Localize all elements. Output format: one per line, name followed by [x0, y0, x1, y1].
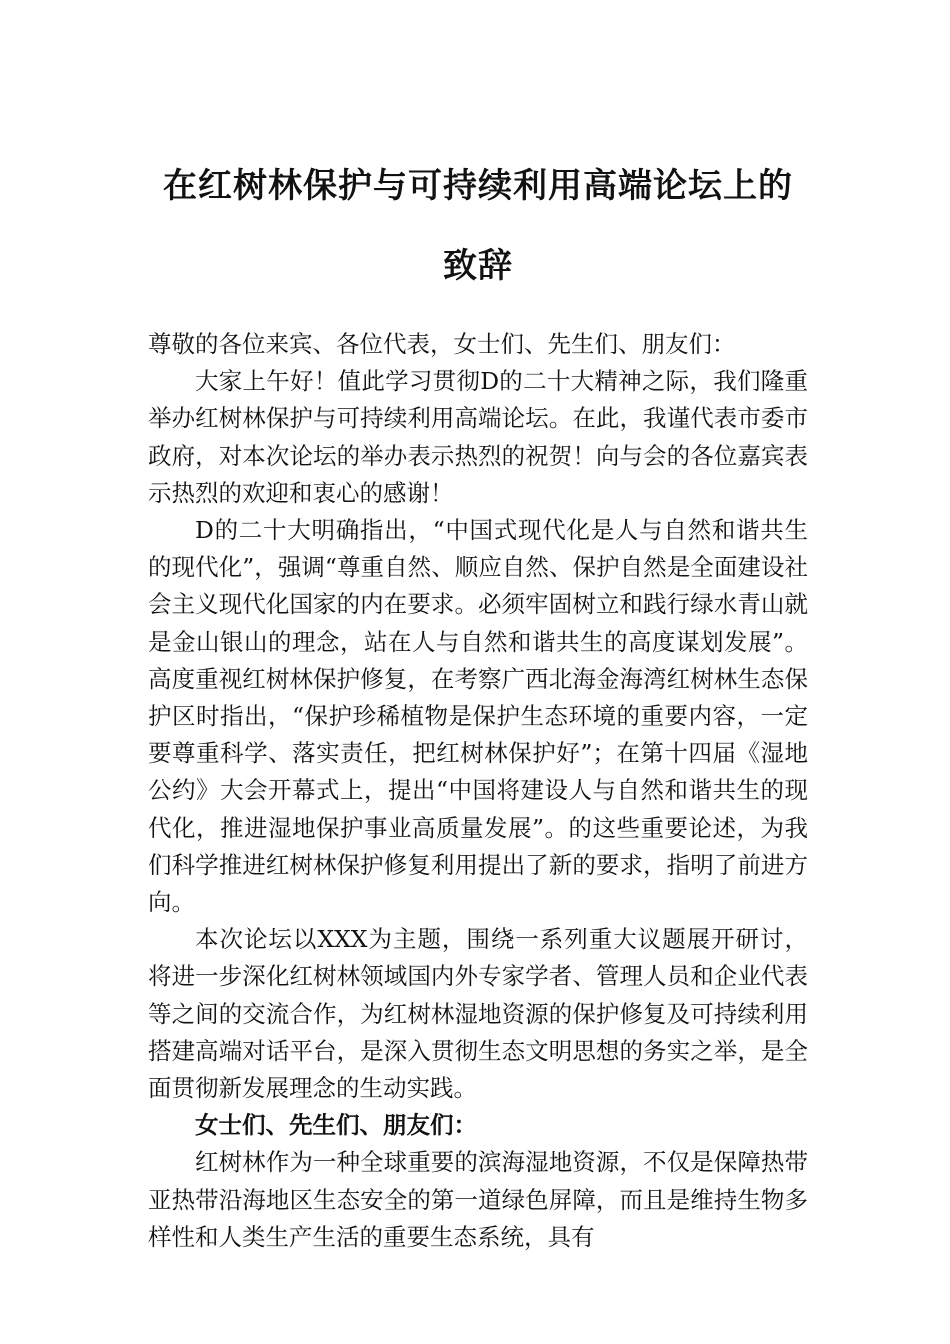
paragraph-mangrove: 红树林作为一种全球重要的滨海湿地资源，不仅是保障热带亚热带沿海地区生态安全的第一道绿色屏障，而且是维持生物多样性和人类生产生活的重要生态系统，具有 [148, 1148, 808, 1251]
subheading: 女士们、先生们、朋友们： [195, 1111, 477, 1140]
paragraph-congress: D的二十大明确指出，“中国式现代化是人与自然和谐共生的现代化”，强调“尊重自然、顺应自然、保护自然是全面建设社会主义现代化国家的内在要求。必须牢固树立和践行绿水青山就是金山银山的理念，站在人与自然和谐共生的高度谋划发展”。高度重视红树林保护修复，在考察广西北海金海湾红树林生态保护区时指出，“保护珍稀植物是保护生态环境的重要内容，一定要尊重科学、落实责任，把红树林保护好”；在第十四届《湿地公约》大会开幕式上，提出“中国将建设人与自然和谐共生的现代化，推进湿地保护事业高质量发展”。的这些重要论述，为我们科学推进红树林保护修复利用提出了新的要求，指明了前进方向。 [148, 516, 808, 917]
paragraph-opening: 大家上午好！值此学习贯彻D的二十大精神之际，我们隆重举办红树林保护与可持续利用高端论坛。在此，我谨代表市委市政府，对本次论坛的举办表示热烈的祝贺！向与会的各位嘉宾表示热烈的欢迎和衷心的感谢！ [148, 367, 808, 507]
salutation: 尊敬的各位来宾、各位代表，女士们、先生们、朋友们： [148, 330, 736, 358]
paragraph-forum: 本次论坛以XXX为主题，围绕一系列重大议题展开研讨，将进一步深化红树林领域国内外专家学者、管理人员和企业代表等之间的交流合作，为红树林湿地资源的保护修复及可持续利用搭建高端对话平台，是深入贯彻生态文明思想的务实之举，是全面贯彻新发展理念的生动实践。 [148, 925, 808, 1103]
document-body [148, 326, 808, 1256]
document-title: 在红树林保护与可持续利用高端论坛上的致辞 [163, 166, 793, 286]
